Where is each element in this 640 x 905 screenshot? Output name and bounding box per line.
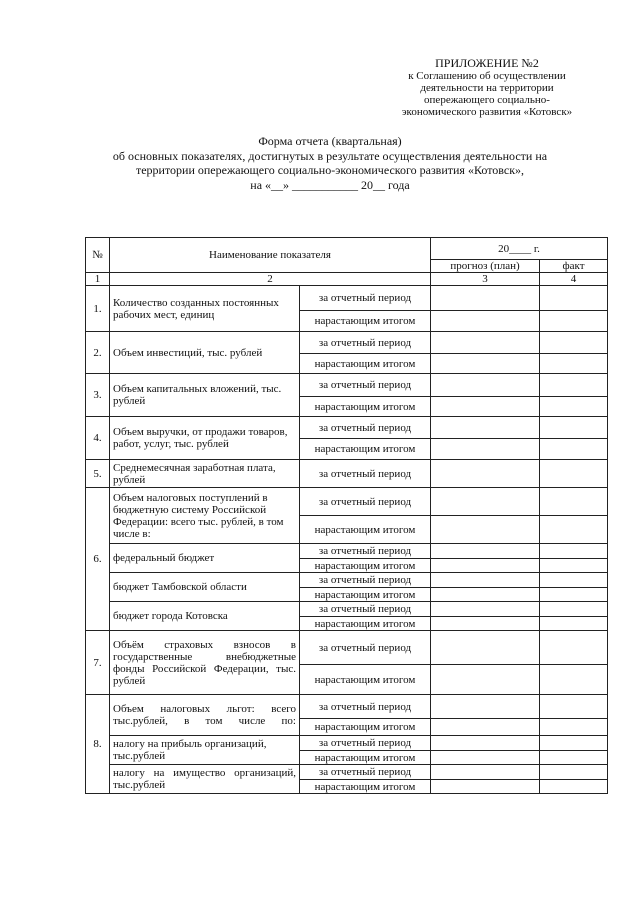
forecast-cell[interactable] <box>431 631 540 665</box>
sub-indicator-name: федеральный бюджет <box>110 544 300 573</box>
col-number: 2 <box>110 273 431 286</box>
fact-cell[interactable] <box>540 665 608 695</box>
indicator-name: Объем выручки, от продажи товаров, работ, услуг, тыс. рублей <box>110 417 300 460</box>
forecast-cell[interactable] <box>431 695 540 719</box>
fact-cell[interactable] <box>540 488 608 516</box>
appendix-block <box>372 56 602 118</box>
appendix-line: экономического развития «Котовск» <box>401 106 573 118</box>
fact-cell[interactable] <box>540 765 608 780</box>
forecast-cell[interactable] <box>431 765 540 780</box>
fact-cell[interactable] <box>540 460 608 488</box>
forecast-cell[interactable] <box>431 417 540 439</box>
fact-cell[interactable] <box>540 573 608 588</box>
forecast-cell[interactable] <box>431 588 540 602</box>
period-cumulative: нарастающим итогом <box>300 780 431 794</box>
indicator-name: Объем инвестиций, тыс. рублей <box>110 332 300 374</box>
forecast-cell[interactable] <box>431 559 540 573</box>
indicator-name: Объем налоговых льгот: всего тыс.рублей, в том числе по: <box>110 695 300 736</box>
period-report: за отчетный период <box>300 573 431 588</box>
fact-cell[interactable] <box>540 439 608 460</box>
row-number: 5. <box>86 460 110 488</box>
fact-cell[interactable] <box>540 780 608 794</box>
period-report: за отчетный период <box>300 417 431 439</box>
fact-cell[interactable] <box>540 588 608 602</box>
period-report: за отчетный период <box>300 631 431 665</box>
indicator-name: Объем капитальных вложений, тыс. рублей <box>110 374 300 417</box>
period-cumulative: нарастающим итогом <box>300 397 431 417</box>
fact-cell[interactable] <box>540 695 608 719</box>
appendix-line: опережающего социально- <box>424 94 550 106</box>
header-no: № <box>86 238 110 273</box>
forecast-cell[interactable] <box>431 374 540 397</box>
forecast-cell[interactable] <box>431 780 540 794</box>
sub-indicator-name: налогу на имущество организаций, тыс.рублей <box>110 765 300 794</box>
fact-cell[interactable] <box>540 417 608 439</box>
header-fact: факт <box>540 260 608 273</box>
forecast-cell[interactable] <box>431 439 540 460</box>
period-cumulative: нарастающим итогом <box>300 719 431 736</box>
period-report: за отчетный период <box>300 374 431 397</box>
period-report: за отчетный период <box>300 695 431 719</box>
fact-cell[interactable] <box>540 559 608 573</box>
forecast-cell[interactable] <box>431 354 540 374</box>
form-title-line: Форма отчета (квартальная) <box>258 134 402 148</box>
period-cumulative: нарастающим итогом <box>300 588 431 602</box>
period-report: за отчетный период <box>300 544 431 559</box>
header-year: 20____ г. <box>431 238 608 260</box>
col-number: 1 <box>86 273 110 286</box>
indicator-name: Среднемесячная заработная плата, рублей <box>110 460 300 488</box>
col-number: 4 <box>540 273 608 286</box>
header-name: Наименование показателя <box>110 238 431 273</box>
period-report: за отчетный период <box>300 460 431 488</box>
col-number: 3 <box>431 273 540 286</box>
fact-cell[interactable] <box>540 374 608 397</box>
period-cumulative: нарастающим итогом <box>300 617 431 631</box>
fact-cell[interactable] <box>540 311 608 332</box>
row-number: 6. <box>86 488 110 631</box>
form-title-line: территории опережающего социально-экономического развития «Котовск», <box>135 163 525 177</box>
row-number: 3. <box>86 374 110 417</box>
period-report: за отчетный период <box>300 286 431 311</box>
forecast-cell[interactable] <box>431 573 540 588</box>
forecast-cell[interactable] <box>431 460 540 488</box>
forecast-cell[interactable] <box>431 751 540 765</box>
row-number: 2. <box>86 332 110 374</box>
report-table <box>85 237 608 794</box>
forecast-cell[interactable] <box>431 332 540 354</box>
period-cumulative: нарастающим итогом <box>300 559 431 573</box>
fact-cell[interactable] <box>540 617 608 631</box>
fact-cell[interactable] <box>540 354 608 374</box>
forecast-cell[interactable] <box>431 311 540 332</box>
appendix-title: ПРИЛОЖЕНИЕ №2 <box>435 56 539 70</box>
indicator-name: Объём страховых взносов в государственные внебюджетные фонды Российской Федерации, тыс. рублей <box>110 631 300 695</box>
forecast-cell[interactable] <box>431 602 540 617</box>
forecast-cell[interactable] <box>431 286 540 311</box>
header-forecast: прогноз (план) <box>431 260 540 273</box>
period-cumulative: нарастающим итогом <box>300 751 431 765</box>
fact-cell[interactable] <box>540 516 608 544</box>
forecast-cell[interactable] <box>431 516 540 544</box>
row-number: 7. <box>86 631 110 695</box>
period-cumulative: нарастающим итогом <box>300 665 431 695</box>
appendix-line: к Соглашению об осуществлении <box>408 70 566 82</box>
sub-indicator-name: бюджет Тамбовской области <box>110 573 300 602</box>
form-title-line: об основных показателях, достигнутых в результате осуществления деятельности на <box>112 148 548 163</box>
fact-cell[interactable] <box>540 286 608 311</box>
forecast-cell[interactable] <box>431 665 540 695</box>
period-cumulative: нарастающим итогом <box>300 439 431 460</box>
sub-indicator-name: налогу на прибыль организаций, тыс.рублей <box>110 736 300 765</box>
fact-cell[interactable] <box>540 602 608 617</box>
forecast-cell[interactable] <box>431 719 540 736</box>
sub-indicator-name: бюджет города Котовска <box>110 602 300 631</box>
row-number: 8. <box>86 695 110 794</box>
indicator-name: Количество созданных постоянных рабочих мест, единиц <box>110 286 300 332</box>
row-number: 1. <box>86 286 110 332</box>
fact-cell[interactable] <box>540 332 608 354</box>
period-report: за отчетный период <box>300 332 431 354</box>
period-cumulative: нарастающим итогом <box>300 311 431 332</box>
fact-cell[interactable] <box>540 719 608 736</box>
period-report: за отчетный период <box>300 602 431 617</box>
fact-cell[interactable] <box>540 751 608 765</box>
period-report: за отчетный период <box>300 765 431 780</box>
period-report: за отчетный период <box>300 488 431 516</box>
period-cumulative: нарастающим итогом <box>300 354 431 374</box>
form-title <box>60 134 600 192</box>
indicator-name: Объем налоговых поступлений в бюджетную систему Российской Федерации: всего тыс. рублей, в том числе в: <box>110 488 300 544</box>
fact-cell[interactable] <box>540 631 608 665</box>
forecast-cell[interactable] <box>431 617 540 631</box>
row-number: 4. <box>86 417 110 460</box>
forecast-cell[interactable] <box>431 544 540 559</box>
form-title-line: на «__» ___________ 20__ года <box>250 177 410 192</box>
appendix-line: деятельности на территории <box>420 82 554 94</box>
forecast-cell[interactable] <box>431 736 540 751</box>
period-cumulative: нарастающим итогом <box>300 516 431 544</box>
forecast-cell[interactable] <box>431 397 540 417</box>
fact-cell[interactable] <box>540 736 608 751</box>
period-report: за отчетный период <box>300 736 431 751</box>
fact-cell[interactable] <box>540 544 608 559</box>
forecast-cell[interactable] <box>431 488 540 516</box>
fact-cell[interactable] <box>540 397 608 417</box>
